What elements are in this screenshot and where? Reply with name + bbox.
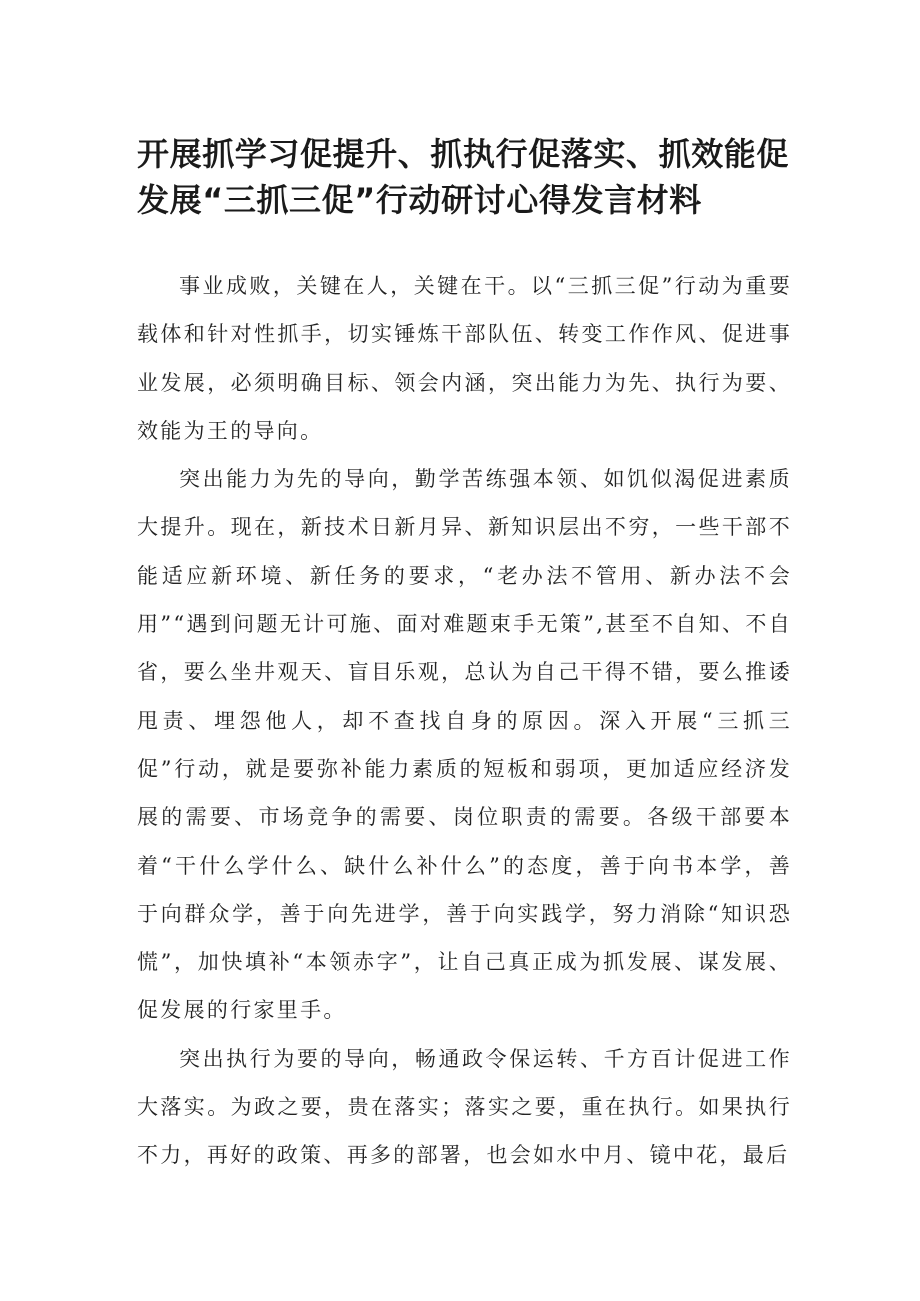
paragraph-execution: 突出执行为要的导向，畅通政令保运转、千方百计促进工作大落实。为政之要，贵在落实；落实之要，重在执行。如果执行不力，再好的政策、再多的部署，也会如水中月、镜中花，最后 bbox=[137, 1046, 792, 1168]
document-title: 开展抓学习促提升、抓执行促落实、抓效能促发展“三抓三促”行动研讨心得发言材料 bbox=[137, 135, 790, 219]
paragraph-intro: 事业成败，关键在人，关键在干。以“三抓三促”行动为重要载体和针对性抓手，切实锤炼干部队伍、转变工作作风、促进事业发展，必须明确目标、领会内涵，突出能力为先、执行为要、效能为王的导向。 bbox=[137, 274, 792, 443]
document-body bbox=[137, 262, 792, 1180]
paragraph-ability: 突出能力为先的导向，勤学苦练强本领、如饥似渴促进素质大提升。现在，新技术日新月异、新知识层出不穷，一些干部不能适应新环境、新任务的要求，“老办法不管用、新办法不会用”“遇到问题无计可施、面对难题束手无策”,甚至不自知、不自省，要么坐井观天、盲目乐观，总认为自己干得不错，要么推诿甩责、埋怨他人，却不查找自身的原因。深入开展“三抓三促”行动，就是要弥补能力素质的短板和弱项，更加适应经济发展的需要、市场竞争的需要、岗位职责的需要。各级干部要本着“干什么学什么、缺什么补什么”的态度，善于向书本学，善于向群众学，善于向先进学，善于向实践学，努力消除“知识恐慌”，加快填补“本领赤字”，让自己真正成为抓发展、谋发展、促发展的行家里手。 bbox=[137, 467, 792, 1023]
